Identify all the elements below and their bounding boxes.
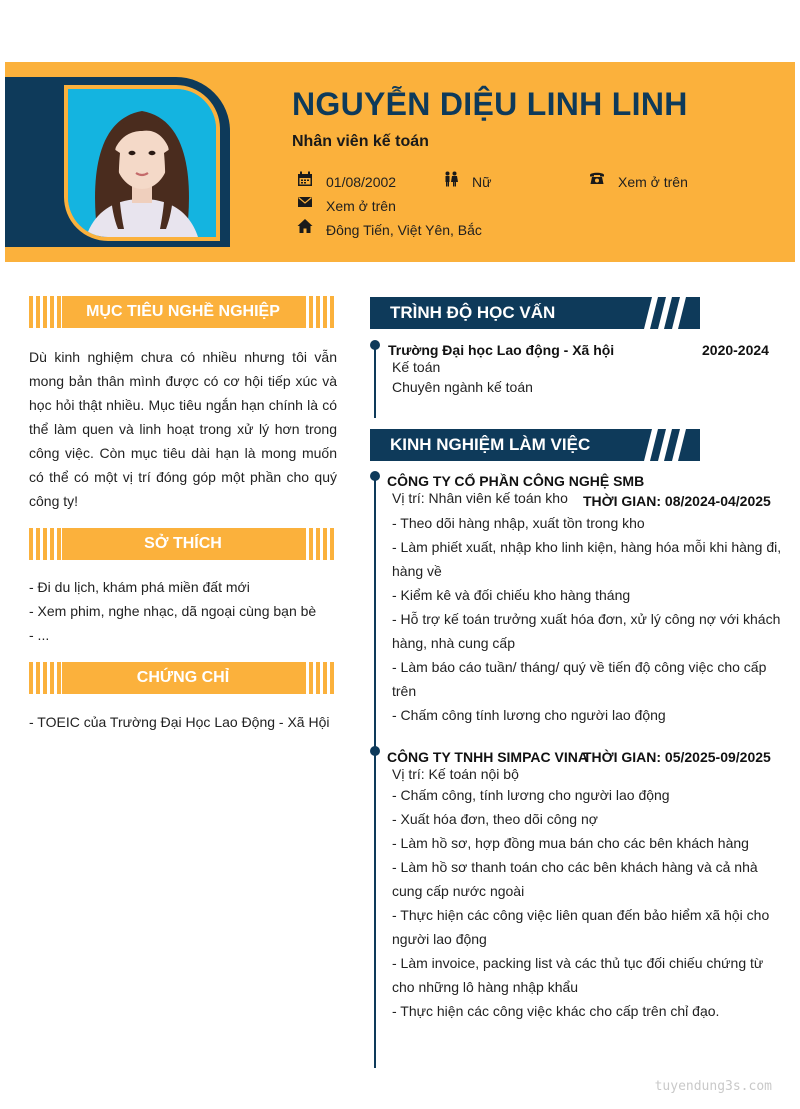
education-timeline (374, 344, 376, 418)
job-position: Vị trí: Kế toán nội bộ (392, 766, 519, 782)
list-item: - Xuất hóa đơn, theo dõi công nợ (392, 811, 598, 827)
home-icon (297, 218, 313, 234)
list-item: - Làm báo cáo tuần/ tháng/ quý về tiến độ công việc cho cấp trên (392, 659, 767, 699)
list-item: - Chấm công, tính lương cho người lao động (392, 787, 670, 803)
phone-icon (589, 170, 605, 186)
timeline-dot (370, 340, 380, 350)
list-item: - Hỗ trợ kế toán trưởng xuất hóa đơn, xử lý công nợ với khách hàng, nhà cung cấp (392, 611, 781, 651)
list-item: - Làm hồ sơ, hợp đồng mua bán cho các bên khách hàng (392, 835, 749, 851)
address: Đông Tiến, Việt Yên, Bắc (326, 222, 482, 238)
stripe-decoration-icon (644, 429, 700, 461)
experience-timeline (374, 476, 376, 1068)
list-item: - ... (29, 627, 50, 643)
list-item: - Làm phiết xuất, nhập kho linh kiện, hàng hóa mỗi khi hàng đi, hàng về (392, 539, 782, 579)
list-item: - Xem phim, nghe nhạc, dã ngoại cùng bạn bè (29, 603, 317, 619)
job-duties (392, 511, 782, 727)
hobbies-list (29, 575, 337, 647)
email: Xem ở trên (326, 198, 396, 214)
watermark: tuyendung3s.com (654, 1079, 772, 1094)
company-name: CÔNG TY CỔ PHẦN CÔNG NGHỆ SMB (387, 473, 645, 489)
phone: Xem ở trên (618, 174, 688, 190)
candidate-name: NGUYỄN DIỆU LINH LINH (292, 86, 688, 122)
avatar (64, 85, 220, 241)
job-period: THỜI GIAN: 08/2024-04/2025 (583, 493, 771, 509)
calendar-icon (297, 171, 313, 187)
list-item: - Chấm công tính lương cho người lao động (392, 707, 666, 723)
gender-icon (443, 171, 459, 187)
job-position: Vị trí: Nhân viên kế toán kho (392, 490, 568, 506)
gender: Nữ (472, 174, 492, 190)
experience-heading: KINH NGHIỆM LÀM VIỆC (370, 429, 700, 461)
degree: Kế toán (392, 359, 441, 375)
list-item: - Thực hiện các công việc liên quan đến bảo hiểm xã hội cho người lao động (392, 907, 770, 947)
stripe-decoration-icon (644, 297, 700, 329)
timeline-dot (370, 471, 380, 481)
list-item: - Đi du lịch, khám phá miền đất mới (29, 579, 250, 595)
list-item: - TOEIC của Trường Đại Học Lao Động - Xã Hội (29, 714, 330, 730)
list-item: - Làm invoice, packing list và các thủ tục đối chiếu chứng từ cho những lô hàng nhập khẩu (392, 955, 764, 995)
list-item: - Thực hiện các công việc khác cho cấp trên chỉ đạo. (392, 1003, 720, 1019)
list-item: - Làm hồ sơ thanh toán cho các bên khách hàng và cả nhà cung cấp nước ngoài (392, 859, 758, 899)
company-name: CÔNG TY TNHH SIMPAC VINA (387, 749, 588, 765)
major: Chuyên ngành kế toán (392, 379, 533, 395)
timeline-dot (370, 746, 380, 756)
job-duties (392, 783, 782, 1023)
certificates-list (29, 710, 337, 734)
certificates-heading: CHỨNG CHỈ (29, 662, 337, 694)
list-item: - Theo dõi hàng nhập, xuất tồn trong kho (392, 515, 645, 531)
job-title: Nhân viên kế toán (292, 133, 429, 150)
list-item: - Kiểm kê và đối chiếu kho hàng tháng (392, 587, 631, 603)
objective-heading: MỤC TIÊU NGHỀ NGHIỆP (29, 296, 337, 328)
hobbies-heading: SỞ THÍCH (29, 528, 337, 560)
job-period: THỜI GIAN: 05/2025-09/2025 (583, 749, 771, 765)
objective-text: Dù kinh nghiệm chưa có nhiều nhưng tôi vẫn mong bản thân mình được có cơ hội tiếp xúc và học hỏi thật nhiều. Mục tiêu ngắn hạn chính là có thể làm quen và linh hoạt trong xử lý hơn trong công việc. Còn mục tiêu dài hạn là mong muốn có thể có một vị trí đóng góp một phần cho quý công ty! (29, 349, 337, 509)
email-icon (297, 194, 313, 210)
birthdate: 01/08/2002 (326, 174, 397, 190)
education-heading: TRÌNH ĐỘ HỌC VẤN (370, 297, 700, 329)
education-years: 2020-2024 (702, 342, 769, 358)
school-name: Trường Đại học Lao động - Xã hội (388, 342, 615, 358)
